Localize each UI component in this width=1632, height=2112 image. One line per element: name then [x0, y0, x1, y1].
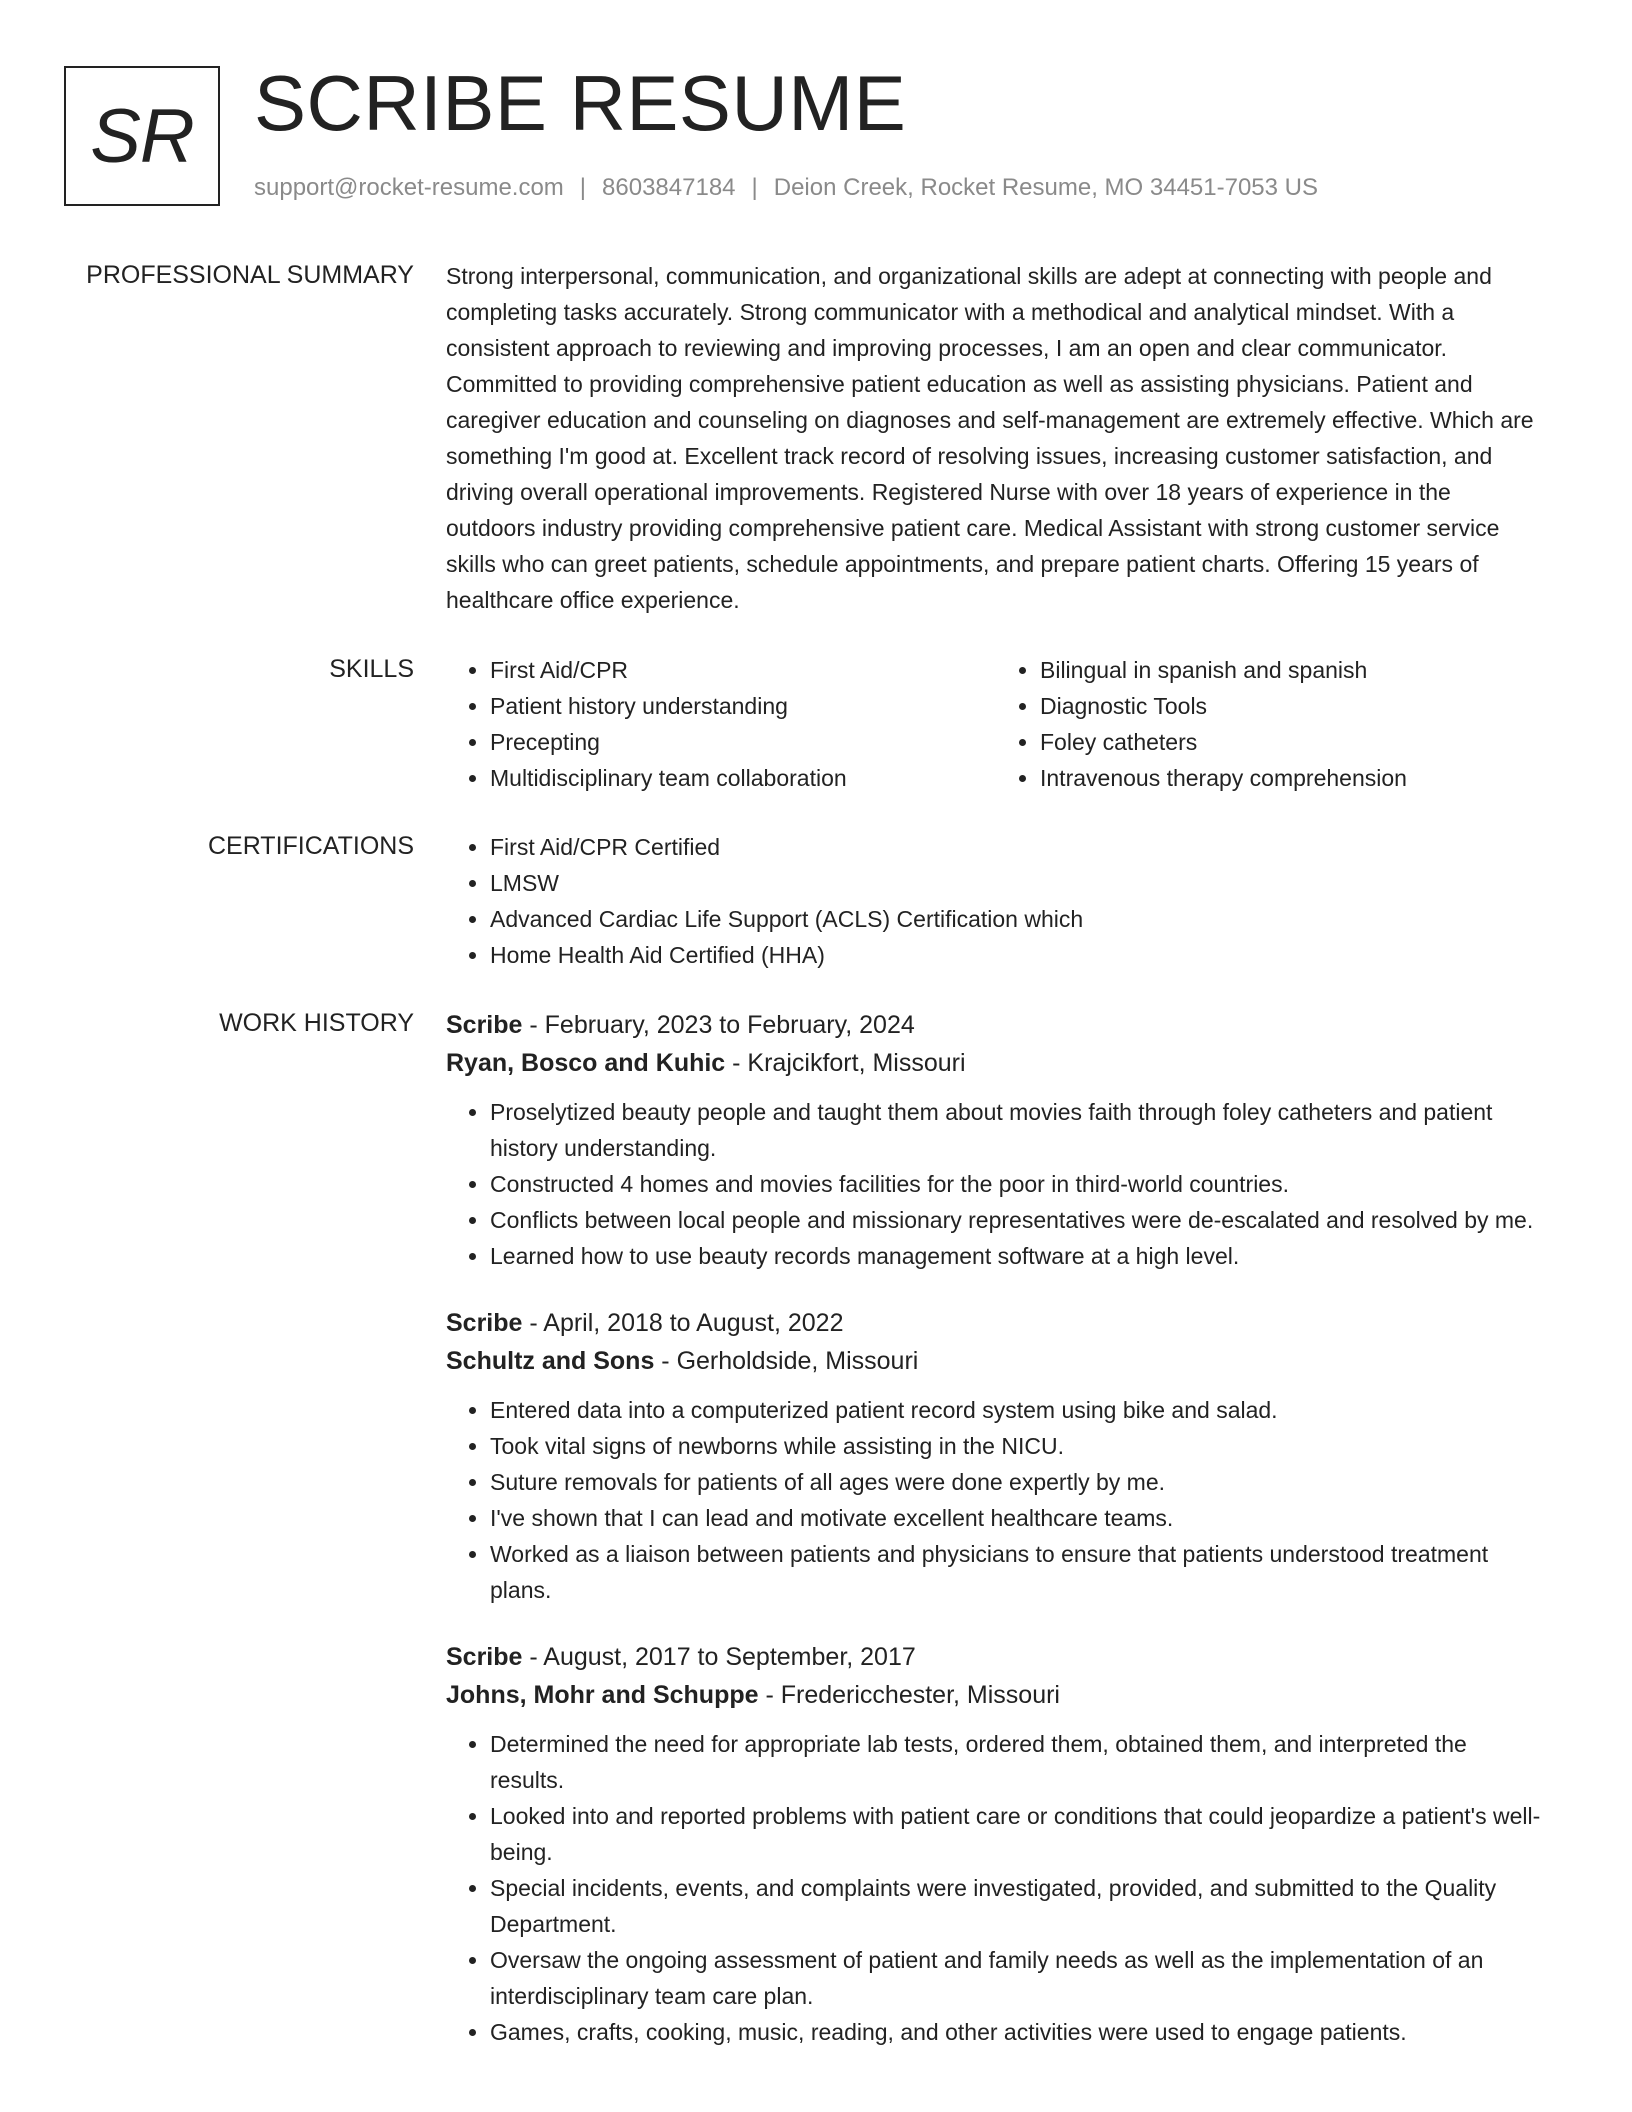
section-label-skills: SKILLS	[329, 655, 414, 683]
job-location: - Fredericchester, Missouri	[758, 1681, 1060, 1709]
contact-email: support@rocket-resume.com	[254, 174, 564, 201]
list-item: • Home Health Aid Certified (HHA)	[490, 937, 1546, 973]
job-bullets	[446, 1726, 1546, 2050]
certifications-list	[446, 829, 1546, 973]
list-item: • I've shown that I can lead and motivate excellent healthcare teams.	[490, 1500, 1546, 1536]
list-item: • First Aid/CPR Certified	[490, 829, 1546, 865]
list-item: • Diagnostic Tools	[1040, 688, 1546, 724]
monogram-initials: SR	[90, 93, 194, 179]
list-item: • Advanced Cardiac Life Support (ACLS) Certification which	[490, 901, 1546, 937]
job-bullets	[446, 1392, 1546, 1608]
job-company-line	[446, 1044, 1546, 1082]
job-dates: - February, 2023 to February, 2024	[522, 1011, 915, 1039]
job-company: Johns, Mohr and Schuppe	[446, 1681, 759, 1709]
list-item: • Multidisciplinary team collaboration	[490, 760, 996, 796]
job-company: Ryan, Bosco and Kuhic	[446, 1049, 726, 1077]
skills-list	[446, 652, 1546, 796]
job-company: Schultz and Sons	[446, 1347, 655, 1375]
job-entry	[446, 1638, 1546, 2050]
list-item: • Constructed 4 homes and movies facilities for the poor in third-world countries.	[490, 1166, 1546, 1202]
summary-content	[446, 258, 1546, 618]
contact-phone: 8603847184	[602, 174, 736, 201]
certifications-content	[446, 829, 1546, 973]
job-company-line	[446, 1676, 1546, 1714]
list-item: • Looked into and reported problems with patient care or conditions that could jeopardize a patient's well-being.	[490, 1798, 1546, 1870]
list-item: • Suture removals for patients of all ages were done expertly by me.	[490, 1464, 1546, 1500]
section-label-work-history: WORK HISTORY	[219, 1009, 414, 1037]
job-dates: - April, 2018 to August, 2022	[522, 1309, 844, 1337]
list-item: • Determined the need for appropriate lab tests, ordered them, obtained them, and interpreted the results.	[490, 1726, 1546, 1798]
job-company-line	[446, 1342, 1546, 1380]
job-title-line	[446, 1006, 1546, 1044]
list-item: • Oversaw the ongoing assessment of patient and family needs as well as the implementation of an interdisciplinary team care plan.	[490, 1942, 1546, 2014]
job-location: - Gerholdside, Missouri	[654, 1347, 919, 1375]
job-title: Scribe	[446, 1643, 523, 1671]
list-item: • Patient history understanding	[490, 688, 996, 724]
job-location: - Krajcikfort, Missouri	[725, 1049, 966, 1077]
list-item: • Proselytized beauty people and taught them about movies faith through foley catheters and patient history understanding.	[490, 1094, 1546, 1166]
list-item: • Entered data into a computerized patient record system using bike and salad.	[490, 1392, 1546, 1428]
list-item: • Games, crafts, cooking, music, reading, and other activities were used to engage patients.	[490, 2014, 1546, 2050]
job-title-line	[446, 1304, 1546, 1342]
section-label-summary: PROFESSIONAL SUMMARY	[86, 261, 414, 289]
job-entry	[446, 1304, 1546, 1608]
list-item: • Worked as a liaison between patients and physicians to ensure that patients understood treatment plans.	[490, 1536, 1546, 1608]
summary-text: Strong interpersonal, communication, and organizational skills are adept at connecting with people and completing tasks accurately. Strong communicator with a methodical and analytical mindset. With a consistent approach to reviewing and improving processes, I am an open and clear communicator. Committed to providing comprehensive patient education as well as assisting physicians. Patient and caregiver education and counseling on diagnoses and self-management are extremely effective. Which are something I'm good at. Excellent track record of resolving issues, increasing customer satisfaction, and driving overall operational improvements. Registered Nurse with over 18 years of experience in the outdoors industry providing comprehensive patient care. Medical Assistant with strong customer service skills who can greet patients, schedule appointments, and prepare patient charts. Offering 15 years of healthcare office experience.	[446, 263, 1534, 613]
work-history-content	[446, 1006, 1546, 2080]
list-item: • Bilingual in spanish and spanish	[1040, 652, 1546, 688]
list-item: • Took vital signs of newborns while assisting in the NICU.	[490, 1428, 1546, 1464]
skills-column-left	[446, 652, 996, 796]
list-item: • Precepting	[490, 724, 996, 760]
contact-separator: |	[751, 174, 758, 201]
list-item: • LMSW	[490, 865, 1546, 901]
section-label-certifications: CERTIFICATIONS	[207, 832, 414, 860]
monogram-logo	[64, 66, 220, 206]
list-item: • First Aid/CPR	[490, 652, 996, 688]
contact-address: Deion Creek, Rocket Resume, MO 34451-7053 US	[773, 174, 1319, 201]
contact-line	[254, 174, 1318, 202]
contact-separator: |	[579, 174, 587, 201]
job-title: Scribe	[446, 1309, 523, 1337]
list-item: • Learned how to use beauty records management software at a high level.	[490, 1238, 1546, 1274]
job-bullets	[446, 1094, 1546, 1274]
skills-column-right	[996, 652, 1546, 796]
job-dates: - August, 2017 to September, 2017	[522, 1643, 916, 1671]
job-entry	[446, 1006, 1546, 1274]
list-item: • Conflicts between local people and missionary representatives were de-escalated and resolved by me.	[490, 1202, 1546, 1238]
list-item: • Special incidents, events, and complaints were investigated, provided, and submitted to the Quality Department.	[490, 1870, 1546, 1942]
job-title: Scribe	[446, 1011, 523, 1039]
resume-name: SCRIBE RESUME	[254, 59, 907, 147]
list-item: • Foley catheters	[1040, 724, 1546, 760]
job-title-line	[446, 1638, 1546, 1676]
list-item: • Intravenous therapy comprehension	[1040, 760, 1546, 796]
